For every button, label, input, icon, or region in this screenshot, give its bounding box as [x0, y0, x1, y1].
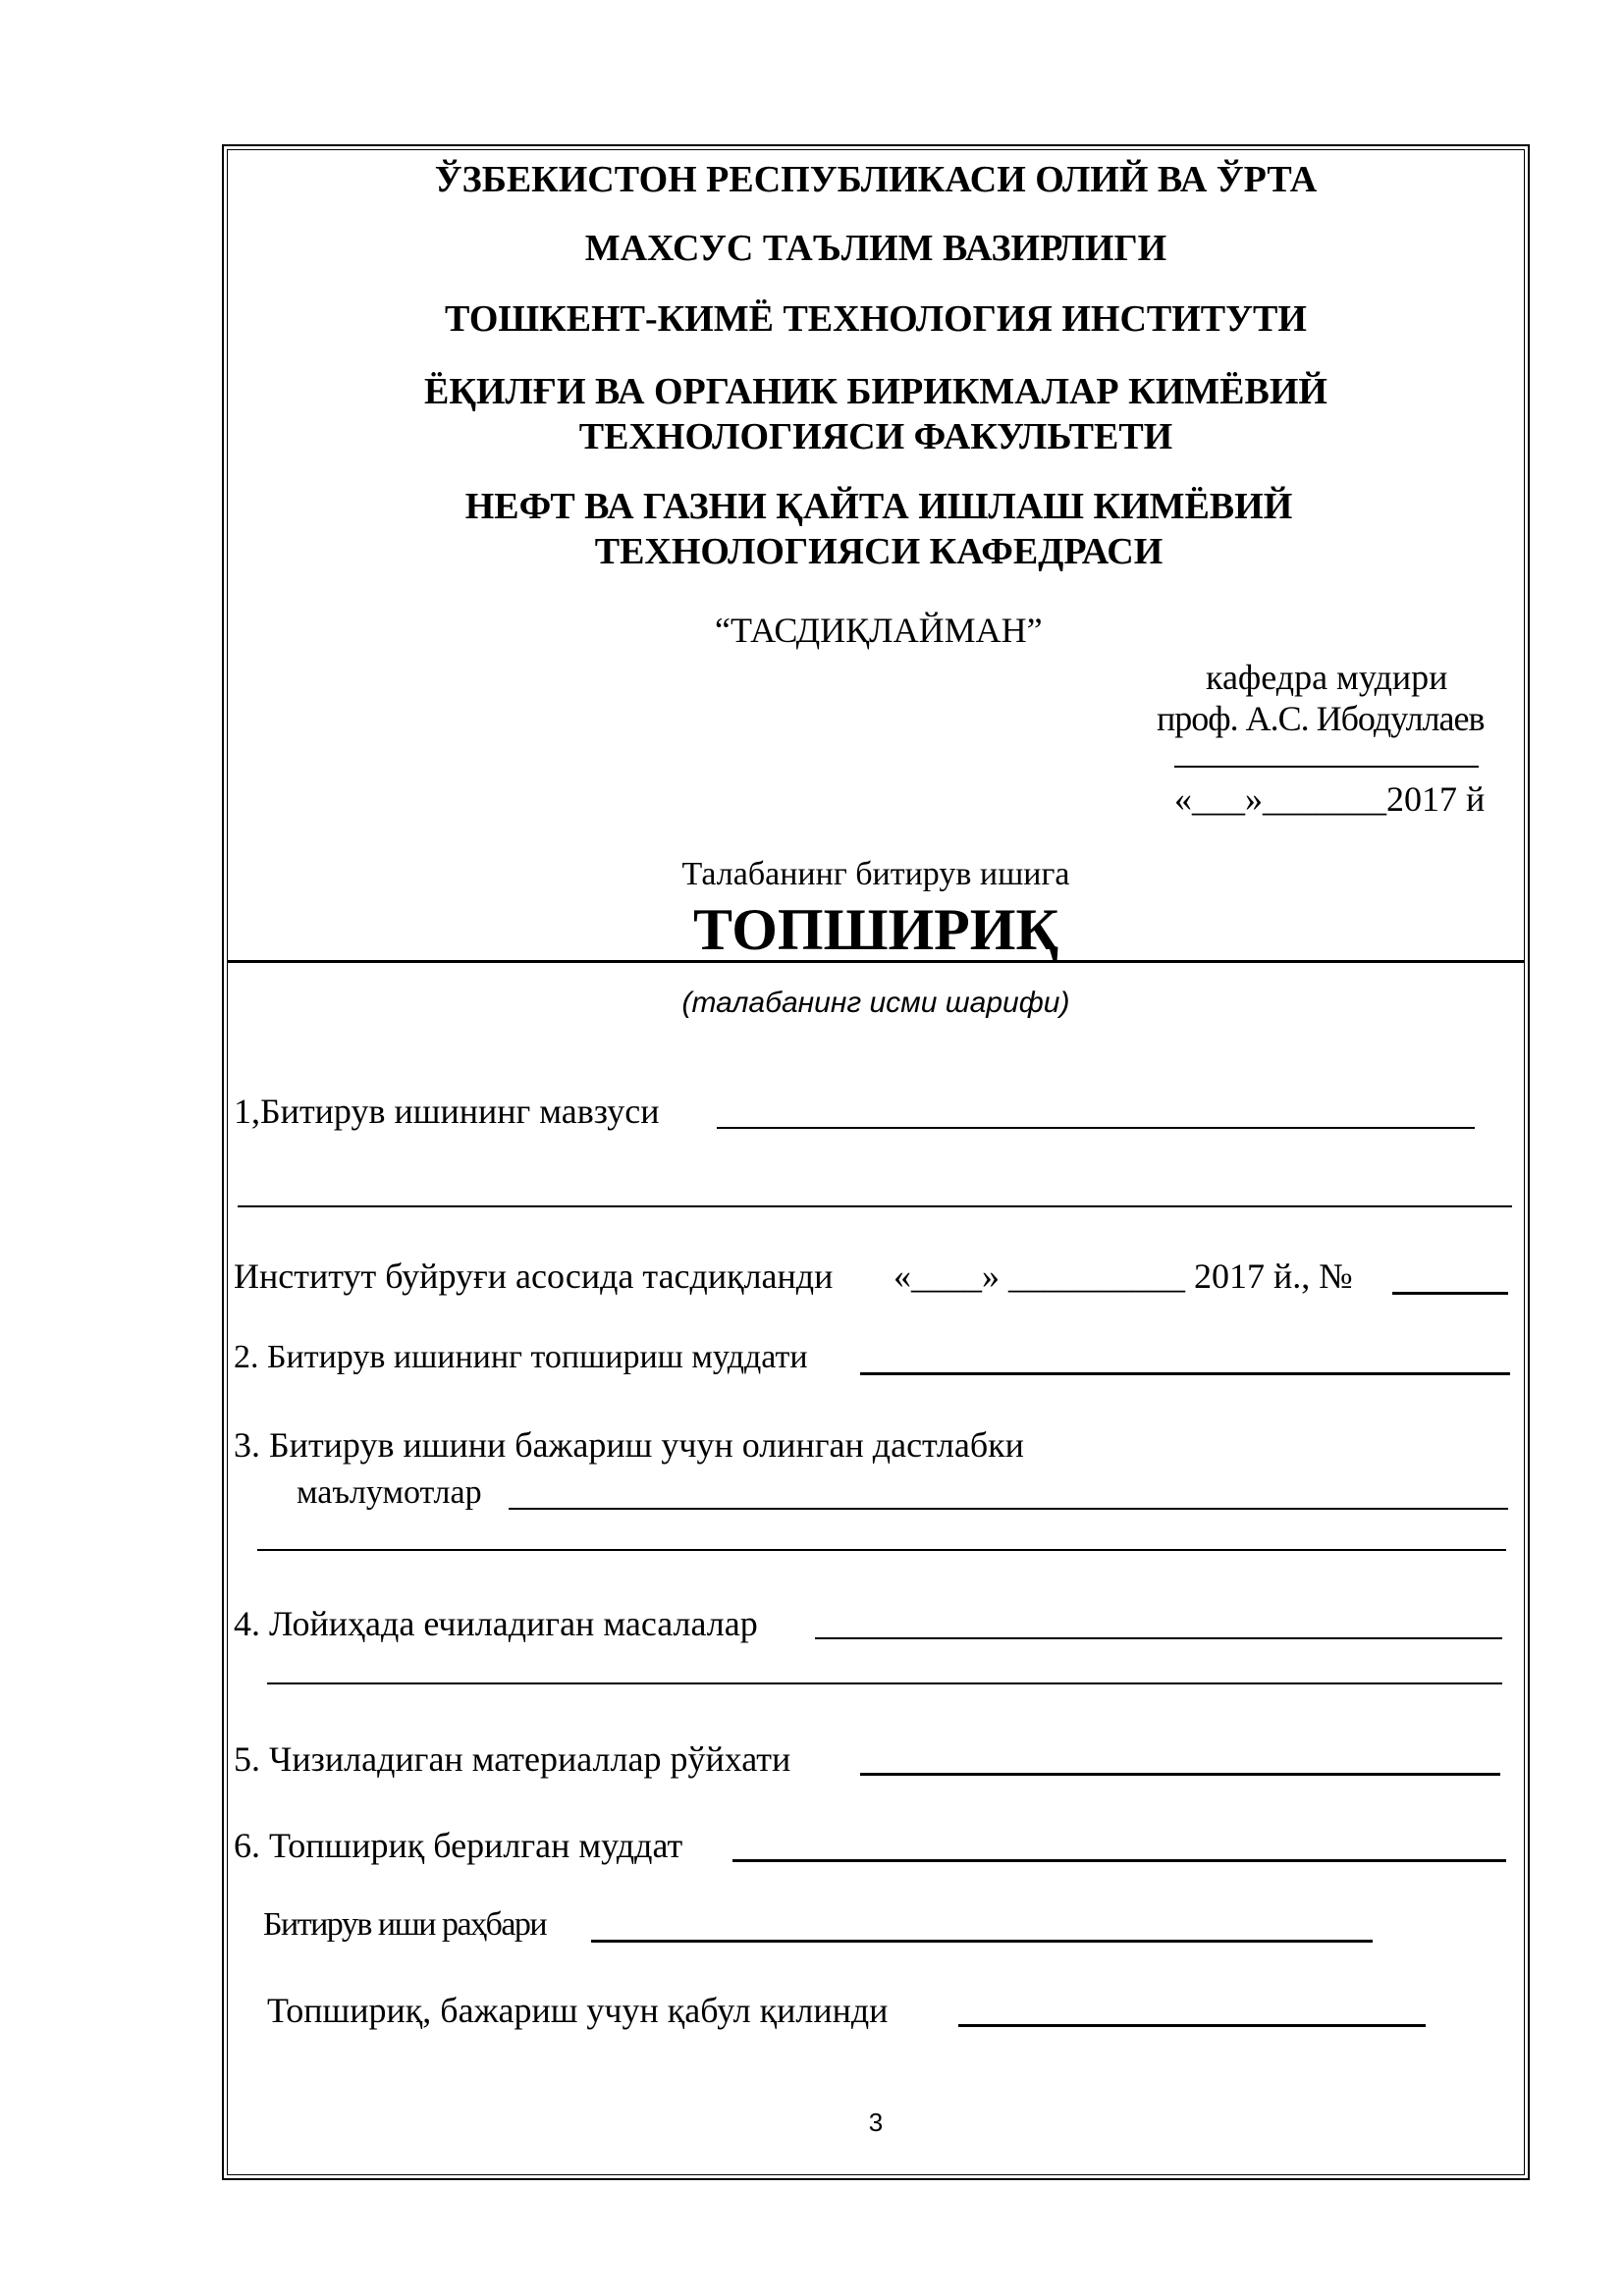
ministry-line-2: МАХСУС ТАЪЛИМ ВАЗИРЛИГИ: [584, 228, 1167, 269]
item-2-line: [860, 1372, 1510, 1375]
item-6-line: [732, 1859, 1506, 1862]
item-4-line: [815, 1637, 1502, 1639]
page-number: 3: [868, 2108, 884, 2137]
item-3-label: 3. Битирув ишини бажариш учун олинган дастлабки: [234, 1425, 1024, 1465]
faculty-line-2: ТЕХНОЛОГИЯСИ ФАКУЛЬТЕТИ: [578, 416, 1173, 457]
supervisor-line: [591, 1940, 1373, 1943]
approval-date: «___»_______2017 й: [1174, 779, 1486, 819]
item-3-line: [509, 1508, 1508, 1510]
item-3-line-2: [257, 1549, 1506, 1551]
accepted-label: Топшириқ, бажариш учун қабул қилинди: [267, 1991, 889, 2030]
item-6-label: 6. Топшириқ берилган муддат: [234, 1826, 683, 1865]
item-2-label: 2. Битирув ишининг топшириш муддати: [234, 1339, 808, 1375]
item-5-label: 5. Чизиладиган материаллар рўйхати: [234, 1739, 791, 1779]
student-name-hint: (талабанинг исми шарифи): [681, 987, 1070, 1019]
approval-stamp: “ТАСДИҚЛАЙМАН”: [715, 611, 1043, 650]
approval-signature-line: [1174, 766, 1479, 768]
item-1-line-2: [238, 1205, 1512, 1207]
department-line-2: ТЕХНОЛОГИЯСИ КАФЕДРАСИ: [594, 531, 1164, 572]
item-1-label: 1,Битирув ишининг мавзуси: [234, 1092, 660, 1131]
item-4-label: 4. Лойиҳада ечиладиган масалалар: [234, 1604, 758, 1643]
approval-name: проф. А.С. Ибодуллаев: [1157, 699, 1485, 738]
supervisor-label: Битирув иши раҳбари: [263, 1906, 547, 1943]
accepted-line: [958, 2024, 1426, 2027]
item-5-line: [860, 1773, 1500, 1776]
ministry-line-1: ЎЗБЕКИСТОН РЕСПУБЛИКАСИ ОЛИЙ ВА ЎРТА: [434, 159, 1318, 200]
subtitle: Талабанинг битирув ишига: [681, 856, 1070, 892]
approval-position: кафедра мудири: [1206, 658, 1448, 697]
faculty-line-1: ЁҚИЛҒИ ВА ОРГАНИК БИРИКМАЛАР КИМЁВИЙ: [424, 371, 1327, 412]
order-label: Институт буйруғи асосида тасдиқланди: [234, 1256, 834, 1296]
department-line-1: НЕФТ ВА ГАЗНИ ҚАЙТА ИШЛАШ КИМЁВИЙ: [464, 486, 1293, 527]
order-number-line: [1392, 1292, 1508, 1295]
item-1-line: [717, 1127, 1475, 1129]
document-title: ТОПШИРИҚ: [693, 897, 1058, 962]
order-date: «____» __________ 2017 й., №: [893, 1256, 1353, 1296]
institute-name: ТОШКЕНТ-КИМЁ ТЕХНОЛОГИЯ ИНСТИТУТИ: [445, 298, 1307, 340]
item-3-label-cont: маълумотлар: [297, 1474, 482, 1511]
item-4-line-2: [267, 1682, 1502, 1684]
